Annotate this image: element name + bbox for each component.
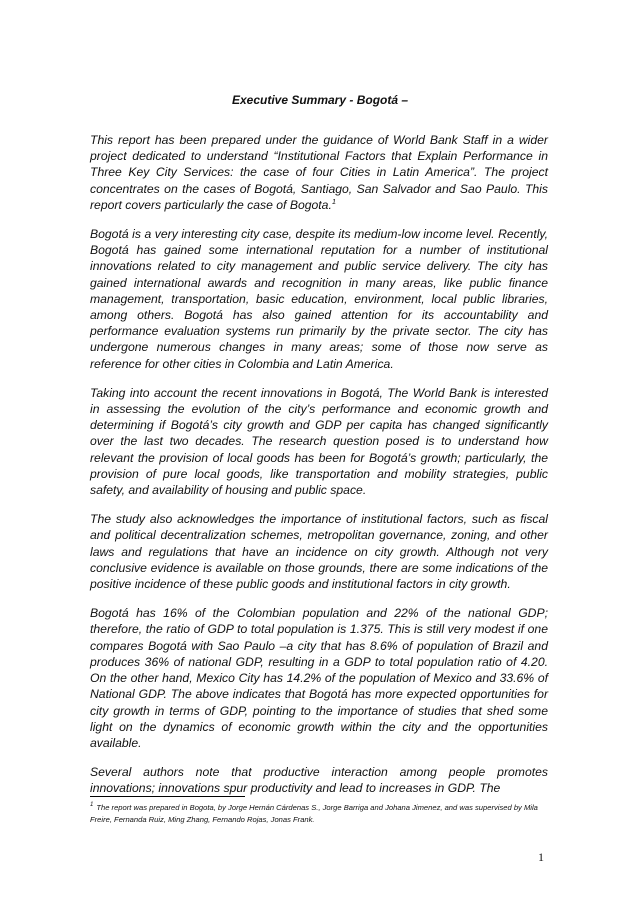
paragraph-1-text: This report has been prepared under the guidance of World Bank Staff in a wider project dedicated to understand “Institutional Factors that Explain Performance in Three Key City Services: the case of four Cities in Latin America”. The project concentrates on the cases of Bogotá, Santiago, San Salvador and Sao Paulo. This report covers particularly the case of Bogota. <box>90 133 548 212</box>
footnote-reference: 1 <box>331 196 337 206</box>
footnote <box>90 802 550 826</box>
paragraph-4: The study also acknowledges the importance of institutional factors, such as fiscal and political decentralization schemes, metropolitan governance, zoning, and other laws and regulations that have an incidence on city growth. Although not very conclusive evidence is available on those grounds, there are some indications of the positive incidence of these public goods and institutional factors in city growth. <box>90 512 548 592</box>
paragraph-2: Bogotá is a very interesting city case, despite its medium-low income level. Recently, Bogotá has gained some international reputation for a number of institutional innovations related to city management and public service delivery. The city has gained international awards and recognition in many areas, like public finance management, transportation, basic education, environment, local public libraries, among others. Bogotá has also gained attention for its accountability and performance evaluation systems run primarily by the private sector. The city has undergone numerous changes in many areas; some of those now serve as reference for other cities in Colombia and Latin America. <box>90 227 548 371</box>
footnote-text: The report was prepared in Bogota, by Jorge Hernán Cárdenas S., Jorge Barriga and Johana Jimenez, and was supervised by Mila Freire, Fernanda Ruiz, Ming Zhang, Fernando Rojas, Jonas Frank. <box>90 803 538 824</box>
page-number: 1 <box>538 850 544 864</box>
body-text <box>90 132 548 810</box>
footnote-divider <box>90 796 245 797</box>
footnote-mark: 1 <box>90 802 94 809</box>
paragraph-3: Taking into account the recent innovations in Bogotá, The World Bank is interested in assessing the evolution of the city’s performance and economic growth and determining if Bogotá’s city growth and GDP per capita has changed significantly over the last two decades. The research question posed is to understand how relevant the provision of local goods has been for Bogotá’s growth; particularly, the provision of pure local goods, like transportation and mobility strategies, public safety, and availability of housing and public space. <box>90 385 548 498</box>
document-title: Executive Summary - Bogotá – <box>231 93 409 107</box>
paragraph-1 <box>90 132 548 213</box>
paragraph-5: Bogotá has 16% of the Colombian population and 22% of the national GDP; therefore, the ratio of GDP to total population is 1.375. This is still very modest if one compares Bogotá with Sao Paulo –a city that has 8.6% of population of Brazil and produces 36% of national GDP, resulting in a GDP to total population ratio of 4.20. On the other hand, Mexico City has 14.2% of the population of Mexico and 33.6% of National GDP. The above indicates that Bogotá has more expected opportunities for city growth in terms of GDP, pointing to the importance of studies that shed some light on the dynamics of economic growth within the city and the opportunities available. <box>90 606 548 750</box>
paragraph-6: Several authors note that productive interaction among people promotes innovations; innovations spur productivity and lead to increases in GDP. The <box>90 765 548 796</box>
